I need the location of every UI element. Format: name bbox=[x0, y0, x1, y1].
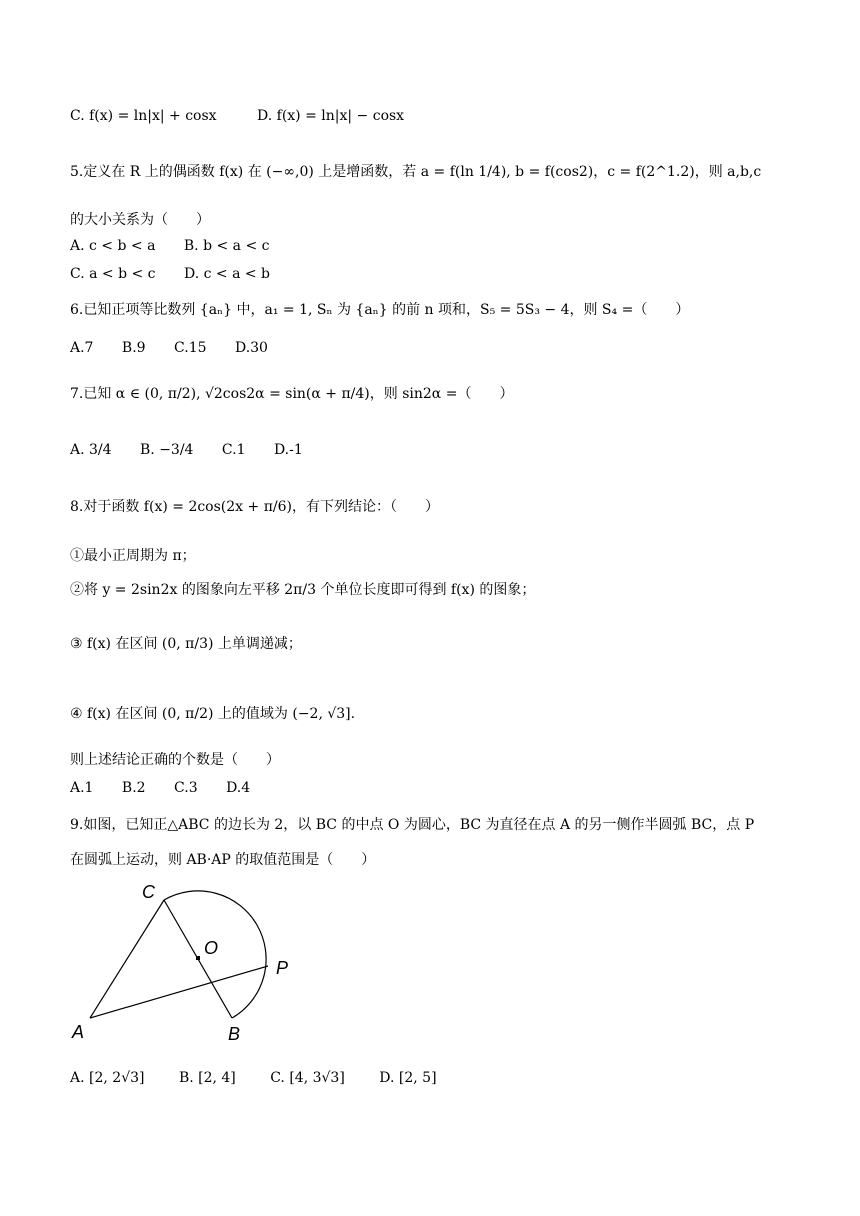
label-b: B bbox=[228, 1024, 241, 1044]
q7-option-c: C.1 bbox=[221, 442, 246, 458]
q9-option-c: C. [4, 3√3] bbox=[270, 1070, 345, 1086]
q5-options-row2 bbox=[70, 264, 294, 284]
q7-option-d: D.-1 bbox=[273, 442, 303, 458]
q6-option-c: C.15 bbox=[174, 340, 207, 356]
label-p: P bbox=[276, 958, 289, 978]
label-a: A bbox=[72, 1022, 85, 1042]
q7-options-row bbox=[70, 440, 327, 460]
q8-option-d: D.4 bbox=[226, 780, 251, 796]
q6-option-b: B.9 bbox=[121, 340, 146, 356]
q9-option-a: A. [2, 2√3] bbox=[70, 1070, 145, 1086]
q8-option-c: C.3 bbox=[174, 780, 198, 796]
q5-options-row1 bbox=[70, 236, 293, 256]
q4-options-row bbox=[70, 106, 404, 126]
label-o: O bbox=[204, 938, 219, 958]
q5-stem: 5.定义在 R 上的偶函数 f(x) 在 (−∞,0) 上是增函数，若 a = f(ln 1/4), b = f(cos2)，c = f(2^1.2)，则 a,b,c bbox=[70, 164, 762, 180]
q8-statement-1: ①最小正周期为 π； bbox=[70, 548, 196, 564]
q7-option-a: A. 3/4 bbox=[70, 442, 112, 458]
label-c: C bbox=[142, 882, 155, 902]
q8-statement-4: ④ f(x) 在区间 (0, π/2) 上的值域为 (−2, √3]. bbox=[70, 706, 356, 722]
q9-option-b: B. [2, 4] bbox=[178, 1070, 236, 1086]
q7-stem: 7.已知 α ∈ (0, π/2), √2cos2α = sin(α + π/4)，则 sin2α =（ ） bbox=[70, 386, 514, 402]
q8-option-a: A.1 bbox=[70, 780, 94, 796]
q8-stem: 8.对于函数 f(x) = 2cos(2x + π/6)，有下列结论：（ ） bbox=[70, 499, 439, 515]
q6-option-a: A.7 bbox=[70, 340, 94, 356]
q7-option-b: B. −3/4 bbox=[140, 442, 194, 458]
segment-ap bbox=[90, 966, 268, 1018]
q5-option-a: A. c < b < a bbox=[70, 238, 156, 254]
segment-ac bbox=[90, 900, 164, 1018]
triangle-semicircle-figure bbox=[70, 880, 310, 1050]
q8-option-b: B.2 bbox=[121, 780, 146, 796]
q9-stem: 9.如图，已知正△ABC 的边长为 2，以 BC 的中点 O 为圆心，BC 为直径在点 A 的另一侧作半圆弧 BC，点 P bbox=[70, 817, 755, 833]
q6-stem: 6.已知正项等比数列 {aₙ} 中，a₁ = 1, Sₙ 为 {aₙ} 的前 n 项和，S₅ = 5S₃ − 4，则 S₄ =（ ） bbox=[70, 302, 690, 318]
q5-stem-cont: 的大小关系为（ ） bbox=[70, 212, 210, 228]
q8-statement-2: ②将 y = 2sin2x 的图象向左平移 2π/3 个单位长度即可得到 f(x) 的图象； bbox=[70, 582, 536, 598]
q5-option-b: B. b < a < c bbox=[183, 238, 270, 254]
q4-option-c: C. f(x) = ln|x| + cosx bbox=[70, 108, 217, 124]
q8-ask: 则上述结论正确的个数是（ ） bbox=[70, 752, 280, 768]
q5-option-d: D. c < a < b bbox=[183, 266, 271, 282]
center-point-o bbox=[196, 956, 200, 960]
q9-options-row bbox=[70, 1068, 461, 1088]
q8-statement-3: ③ f(x) 在区间 (0, π/3) 上单调递减； bbox=[70, 636, 302, 652]
q8-options-row bbox=[70, 778, 274, 798]
q5-option-c: C. a < b < c bbox=[70, 266, 156, 282]
q6-options-row bbox=[70, 338, 292, 358]
q9-option-d: D. [2, 5] bbox=[379, 1070, 437, 1086]
q4-option-d: D. f(x) = ln|x| − cosx bbox=[257, 108, 405, 124]
q9-stem-cont: 在圆弧上运动，则 AB·AP 的取值范围是（ ） bbox=[70, 852, 376, 868]
q6-option-d: D.30 bbox=[234, 340, 268, 356]
